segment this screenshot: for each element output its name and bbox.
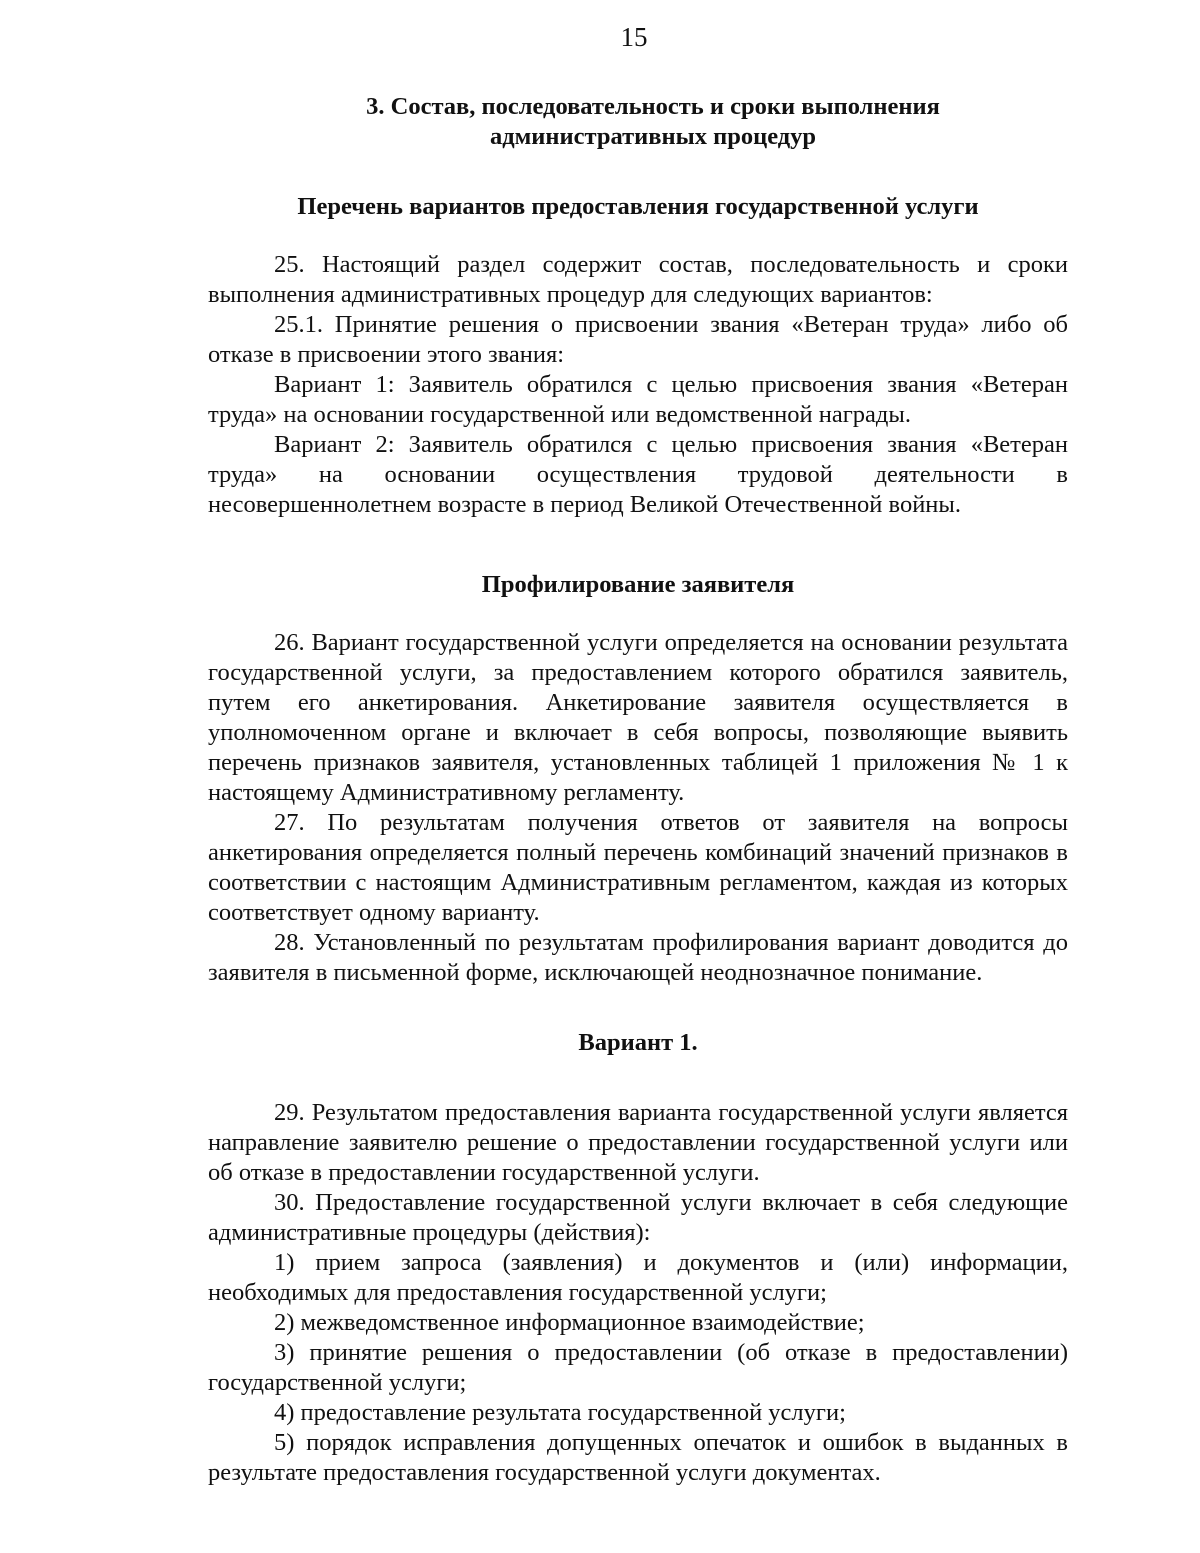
paragraph-29: 29. Результатом предоставления варианта государственной услуги является направление заявителю решение о предоставлении государственной услуги или об отказе в предоставлении государственной услуги. xyxy=(208,1099,1068,1186)
section-title xyxy=(208,92,1068,152)
paragraph-variant-2: Вариант 2: Заявитель обратился с целью присвоения звания «Ветеран труда» на основании осуществления трудовой деятельности в несовершеннолетнем возрасте в период Великой Отечественной войны. xyxy=(208,431,1068,518)
procedure-item-5: 5) порядок исправления допущенных опечаток и ошибок в выданных в результате предоставления государственной услуги документах. xyxy=(208,1429,1068,1486)
procedure-item-3: 3) принятие решения о предоставлении (об отказе в предоставлении) государственной услуги; xyxy=(208,1339,1068,1396)
paragraph-30: 30. Предоставление государственной услуги включает в себя следующие административные процедуры (действия): xyxy=(208,1189,1068,1246)
paragraph-25-1: 25.1. Принятие решения о присвоении звания «Ветеран труда» либо об отказе в присвоении этого звания: xyxy=(208,311,1068,368)
variant-1-title: Вариант 1. xyxy=(578,1029,698,1056)
profiling-title: Профилирование заявителя xyxy=(481,571,795,598)
paragraph-variant-1: Вариант 1: Заявитель обратился с целью присвоения звания «Ветеран труда» на основании государственной или ведомственной награды. xyxy=(208,371,1068,428)
paragraph-28: 28. Установленный по результатам профилирования вариант доводится до заявителя в письменной форме, исключающей неоднозначное понимание. xyxy=(208,929,1068,986)
procedure-item-1: 1) прием запроса (заявления) и документов и (или) информации, необходимых для предоставления государственной услуги; xyxy=(208,1249,1068,1306)
section-title-line2: административных процедур xyxy=(489,123,817,150)
document-body xyxy=(208,92,1068,1488)
variants-list-title: Перечень вариантов предоставления государственной услуги xyxy=(297,193,979,220)
procedure-item-4: 4) предоставление результата государственной услуги; xyxy=(274,1399,846,1426)
paragraph-26: 26. Вариант государственной услуги определяется на основании результата государственной услуги, за предоставлением которого обратился заявитель, путем его анкетирования. Анкетирование заявителя осуществляется в уполномоченном органе и включает в себя вопросы, позволяющие выявить перечень признаков заявителя, установленных таблицей 1 приложения № 1 к настоящему Административному регламенту. xyxy=(208,629,1068,806)
page-number: 15 xyxy=(620,22,648,52)
paragraph-25: 25. Настоящий раздел содержит состав, последовательность и сроки выполнения административных процедур для следующих вариантов: xyxy=(208,251,1068,308)
section-title-line1: 3. Состав, последовательность и сроки выполнения xyxy=(366,93,940,120)
paragraph-27: 27. По результатам получения ответов от заявителя на вопросы анкетирования определяется полный перечень комбинаций значений признаков в соответствии с настоящим Административным регламентом, каждая из которых соответствует одному варианту. xyxy=(208,809,1068,926)
procedure-item-2: 2) межведомственное информационное взаимодействие; xyxy=(274,1309,865,1336)
